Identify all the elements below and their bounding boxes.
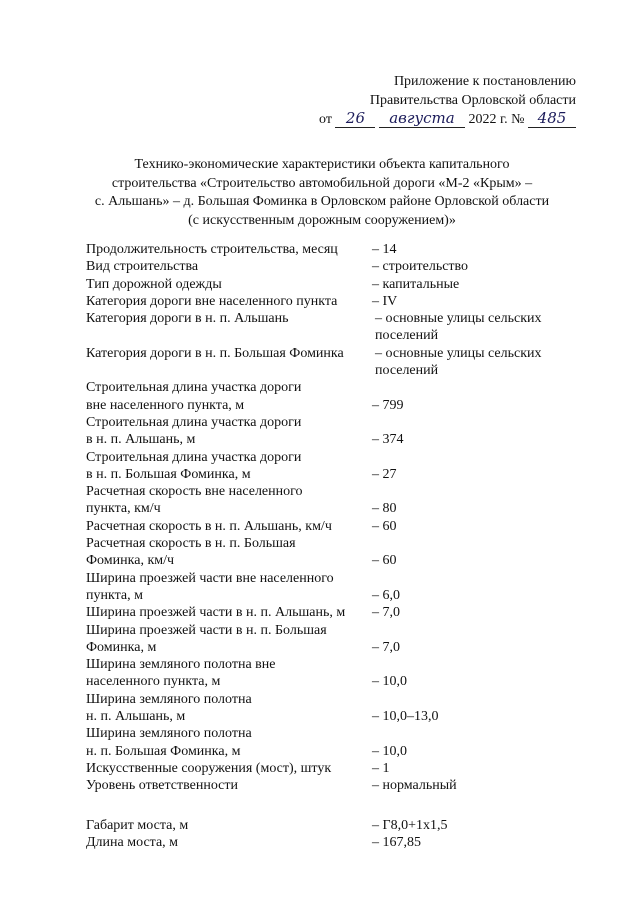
characteristic-row	[86, 622, 566, 657]
characteristic-label	[86, 345, 372, 380]
appendix-year: 2022 г. №	[468, 112, 525, 127]
characteristic-label	[86, 379, 372, 414]
value-line: – Г8,0+1х1,5	[372, 817, 448, 833]
label-line: Тип дорожной одежды	[86, 276, 222, 292]
bridge-rows	[86, 817, 566, 852]
characteristic-row	[86, 310, 566, 345]
value-line: – основные улицы сельских	[375, 345, 542, 361]
label-line: Ширина земляного полотна	[86, 691, 252, 707]
label-line: Ширина земляного полотна вне	[86, 657, 276, 673]
characteristic-row	[86, 379, 566, 414]
title-line-4: (с искусственным дорожным сооружением)»	[188, 212, 456, 228]
characteristic-value	[372, 656, 566, 691]
characteristic-row	[86, 570, 566, 605]
label-line: пункта, м	[86, 587, 143, 603]
section-gap	[86, 795, 566, 817]
appendix-from: от	[319, 112, 332, 127]
characteristics-list	[86, 241, 566, 851]
value-line: – 374	[372, 432, 404, 448]
title-line-3: с. Альшань» – д. Большая Фоминка в Орловском районе Орловской области	[94, 194, 550, 209]
characteristic-label	[86, 656, 372, 691]
label-line: пункта, км/ч	[86, 501, 161, 517]
characteristic-value	[372, 777, 566, 794]
characteristic-label	[86, 817, 372, 834]
characteristic-value	[372, 725, 566, 760]
characteristic-row	[86, 834, 566, 851]
characteristic-value	[372, 834, 566, 851]
characteristic-label	[86, 258, 372, 275]
label-line: вне населенного пункта, м	[86, 397, 245, 413]
value-line: – 10,0	[372, 674, 407, 690]
label-line: Строительная длина участка дороги	[86, 449, 302, 465]
label-line: Ширина проезжей части в н. п. Большая	[86, 622, 327, 638]
label-line: Расчетная скорость в н. п. Альшань, км/ч	[86, 518, 332, 534]
characteristic-label	[86, 518, 372, 535]
characteristic-value	[372, 604, 566, 621]
characteristic-value	[372, 622, 566, 657]
label-line: в н. п. Альшань, м	[86, 432, 196, 448]
characteristic-label	[86, 604, 372, 621]
value-line: – строительство	[372, 259, 469, 275]
characteristic-value	[372, 570, 566, 605]
characteristic-label	[86, 834, 372, 851]
label-line: Габарит моста, м	[86, 817, 189, 833]
characteristic-value	[372, 293, 566, 310]
label-line: Фоминка, км/ч	[86, 553, 175, 569]
characteristic-row	[86, 276, 566, 293]
characteristic-label	[86, 760, 372, 777]
characteristic-label	[86, 414, 372, 449]
appendix-line-2: Правительства Орловской области	[369, 93, 576, 108]
characteristic-value	[372, 518, 566, 535]
label-line: Расчетная скорость вне населенного	[86, 484, 303, 500]
characteristic-value	[372, 276, 566, 293]
characteristic-row	[86, 691, 566, 726]
characteristic-label	[86, 293, 372, 310]
characteristic-label	[86, 241, 372, 258]
characteristic-value	[372, 449, 566, 484]
characteristic-value	[372, 241, 566, 258]
label-line: Категория дороги в н. п. Большая Фоминка	[86, 345, 344, 361]
characteristic-value	[372, 535, 566, 570]
appendix-header	[276, 72, 576, 129]
characteristic-label	[86, 483, 372, 518]
value-line: – 60	[372, 553, 397, 569]
value-line: – 60	[372, 518, 397, 534]
characteristic-label	[86, 570, 372, 605]
label-line: Продолжительность строительства, месяц	[86, 242, 338, 257]
label-line: Искусственные сооружения (мост), штук	[86, 760, 332, 776]
label-line: населенного пункта, м	[86, 674, 221, 690]
value-line: – 10,0	[372, 743, 407, 759]
label-line: н. п. Альшань, м	[86, 709, 186, 725]
characteristic-label	[86, 691, 372, 726]
value-line: – 27	[372, 466, 397, 482]
appendix-date-line	[276, 110, 576, 129]
label-line: Ширина проезжей части в н. п. Альшань, м	[86, 605, 346, 621]
value-line: – капитальные	[372, 276, 460, 292]
label-line: Расчетная скорость в н. п. Большая	[86, 536, 296, 552]
title-line-2: строительства «Строительство автомобильной дороги «М-2 «Крым» –	[111, 175, 533, 191]
value-line: – 10,0–13,0	[372, 709, 439, 725]
characteristic-value	[372, 345, 566, 380]
value-line: – 167,85	[372, 834, 421, 850]
handwritten-month: августа	[379, 110, 465, 128]
characteristic-label	[86, 725, 372, 760]
characteristic-label	[86, 310, 372, 345]
characteristic-row	[86, 293, 566, 310]
handwritten-number: 485	[528, 110, 576, 128]
characteristic-row	[86, 777, 566, 794]
characteristic-row	[86, 483, 566, 518]
characteristic-value	[372, 310, 566, 345]
label-line: Ширина проезжей части вне населенного	[86, 570, 334, 586]
label-line: Уровень ответственности	[86, 778, 238, 794]
characteristic-row	[86, 449, 566, 484]
characteristic-row	[86, 656, 566, 691]
label-line: Вид строительства	[86, 259, 199, 275]
handwritten-day: 26	[335, 110, 375, 128]
characteristic-row	[86, 258, 566, 275]
characteristic-label	[86, 276, 372, 293]
characteristic-label	[86, 535, 372, 570]
characteristic-label	[86, 777, 372, 794]
characteristic-row	[86, 414, 566, 449]
value-line: – основные улицы сельских	[375, 311, 542, 327]
value-line: – 7,0	[372, 639, 400, 655]
label-line: Фоминка, м	[86, 639, 157, 655]
characteristic-row	[86, 241, 566, 258]
characteristic-value	[372, 414, 566, 449]
characteristic-value	[372, 760, 566, 777]
value-line: – IV	[372, 293, 398, 309]
label-line: Ширина земляного полотна	[86, 726, 252, 742]
characteristic-value	[372, 379, 566, 414]
value-line: – 14	[372, 242, 397, 257]
characteristic-row	[86, 535, 566, 570]
value-line: – 799	[372, 397, 404, 413]
value-line: поселений	[375, 363, 439, 379]
characteristic-label	[86, 449, 372, 484]
appendix-line-1: Приложение к постановлению	[393, 74, 576, 89]
characteristic-row	[86, 604, 566, 621]
label-line: Длина моста, м	[86, 834, 179, 850]
label-line: в н. п. Большая Фоминка, м	[86, 466, 251, 482]
characteristic-row	[86, 817, 566, 834]
title-line-1: Технико-экономические характеристики объекта капитального	[134, 157, 510, 172]
characteristic-row	[86, 345, 566, 380]
characteristic-value	[372, 691, 566, 726]
characteristic-value	[372, 483, 566, 518]
label-line: Строительная длина участка дороги	[86, 380, 302, 396]
label-line: Категория дороги вне населенного пункта	[86, 293, 338, 309]
characteristic-value	[372, 817, 566, 834]
label-line: Строительная длина участка дороги	[86, 414, 302, 430]
main-rows	[86, 241, 566, 795]
value-line: поселений	[375, 328, 439, 344]
value-line: – 1	[372, 760, 390, 776]
characteristic-value	[372, 258, 566, 275]
characteristic-row	[86, 518, 566, 535]
document-title	[70, 156, 574, 230]
value-line: – 7,0	[372, 605, 400, 621]
value-line: – 80	[372, 501, 397, 517]
label-line: н. п. Большая Фоминка, м	[86, 743, 241, 759]
value-line: – нормальный	[372, 778, 457, 794]
characteristic-row	[86, 725, 566, 760]
label-line: Категория дороги в н. п. Альшань	[86, 311, 289, 327]
characteristic-row	[86, 760, 566, 777]
value-line: – 6,0	[372, 587, 400, 603]
characteristic-label	[86, 622, 372, 657]
